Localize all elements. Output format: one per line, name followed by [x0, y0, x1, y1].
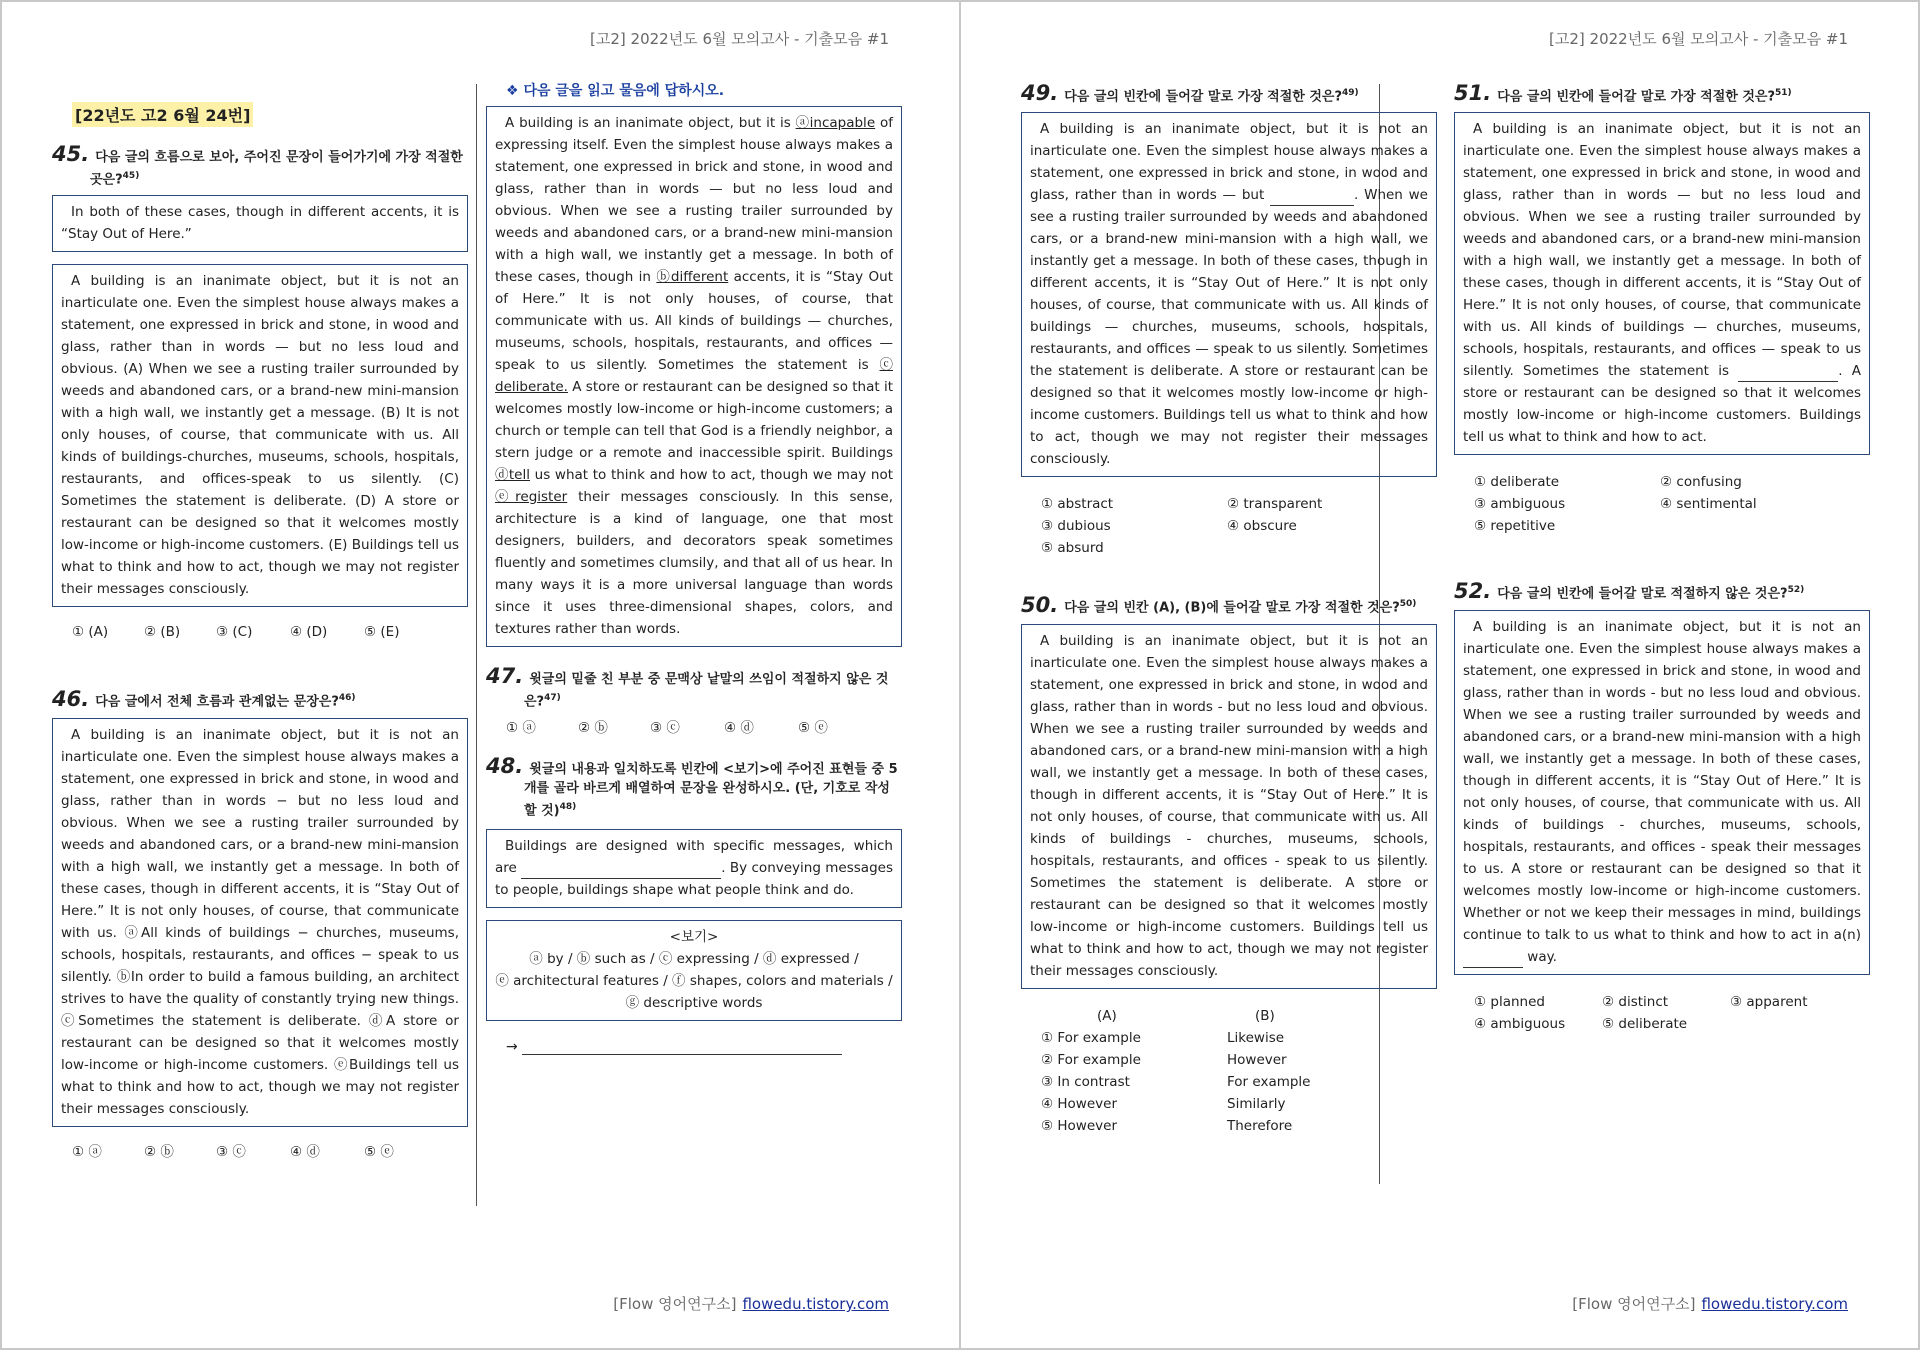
q47-heading: [486, 664, 902, 711]
q49-heading: [1021, 81, 1437, 106]
q51-passage-text-1: A building is an inanimate object, but it is not an inarticulate one. Even the simplest house always makes a statement, one expressed in brick and stone, in wood and glass, rather than in words — but no less loud and obvious. When we see a rusting trailer surrounded by weeds and abandoned cars, or a brand-new mini-mansion with a high wall, we instantly get a message. In both of these cases, though in different accents, it is “Stay Out of Here.” It is not only houses, of course, that communicate with us. All kinds of buildings — churches, museums, schools, hospitals, restaurants, and offices — speak to us silently. Sometimes the statement is: [1463, 121, 1861, 380]
main-passage-text-1: A building is an inanimate object, but it is: [505, 115, 796, 131]
q52-passage-text-2: way.: [1527, 948, 1557, 965]
q51-blank[interactable]: [1738, 381, 1838, 382]
arrow-icon: →: [506, 1038, 518, 1055]
q47-choices: [506, 717, 902, 739]
q47-number: 47.: [486, 664, 524, 688]
directive-text: 다음 글을 읽고 물음에 답하시오.: [523, 83, 725, 99]
right-column: [486, 80, 902, 1055]
q48-bogi-line-2: ⓔ architectural features / ⓕ shapes, colors and materials /: [495, 972, 893, 989]
q46-choice-5[interactable]: ⑤ ⓔ: [364, 1143, 394, 1160]
q45-choice-5[interactable]: ⑤ (E): [364, 624, 400, 641]
q49-number: 49.: [1021, 81, 1059, 106]
q45-choice-3[interactable]: ③ (C): [216, 624, 253, 641]
footer-label: [Flow 영어연구소]: [1572, 1295, 1696, 1313]
q49-passage: [1030, 118, 1428, 470]
q46-title: 다음 글에서 전체 흐름과 관계없는 문장은?: [95, 694, 339, 710]
q45-choices: [72, 621, 468, 643]
page-header: [고2] 2022년도 6월 모의고사 - 기출모음 #1: [1549, 30, 1848, 48]
right-column: [1454, 81, 1870, 1035]
q45-footnote: 45): [122, 171, 140, 181]
q48-bogi-line-1: ⓐ by / ⓑ such as / ⓒ expressing / ⓓ expressed /: [529, 950, 859, 967]
q51-heading: [1454, 81, 1870, 106]
q50-col-a-header: (A): [1097, 1007, 1117, 1024]
q52-passage: [1463, 616, 1861, 968]
q51-passage-box: [1454, 112, 1870, 455]
q51-choice-4[interactable]: ④ sentimental: [1660, 496, 1757, 513]
q52-choice-5[interactable]: ⑤ deliberate: [1602, 1015, 1688, 1032]
q48-footnote: 48): [559, 802, 577, 813]
q45-given-sentence-box: [52, 195, 468, 252]
main-passage-box: [486, 106, 902, 647]
q47-choice-2[interactable]: ② ⓑ: [578, 720, 608, 737]
q52-footnote: 52): [1787, 585, 1805, 596]
q49-choice-4[interactable]: ④ obscure: [1227, 518, 1297, 535]
q45-number: 45.: [52, 142, 90, 166]
q48-bogi-line-3: ⓖ descriptive words: [625, 994, 763, 1011]
page-footer: [613, 1293, 889, 1314]
q51-choice-1[interactable]: ① deliberate: [1474, 474, 1560, 491]
directive: [506, 80, 902, 100]
q50-choice-1-a[interactable]: ① For example: [1041, 1029, 1141, 1046]
q52-choices: [1474, 991, 1870, 1035]
q52-heading: [1454, 578, 1870, 603]
q49-passage-box: [1021, 112, 1437, 477]
q50-choice-3-a[interactable]: ③ In contrast: [1041, 1073, 1130, 1090]
q46-passage-box: [52, 718, 468, 1127]
q49-choices: [1041, 493, 1437, 559]
q51-passage: [1463, 118, 1861, 448]
q50-footnote: 50): [1399, 599, 1417, 610]
q52-blank[interactable]: [1463, 967, 1523, 968]
underlined-word-a: ⓐincapable: [795, 115, 876, 131]
q48-summary-text-1: Buildings are designed with specific messages, which are: [495, 837, 893, 876]
q48-summary-blank[interactable]: [521, 878, 721, 879]
q50-choice-2-b: However: [1227, 1051, 1287, 1068]
source-tag: [22년도 고2 6월 24번]: [72, 102, 253, 127]
q50-choice-5-a[interactable]: ⑤ However: [1041, 1117, 1117, 1134]
q50-passage-box: [1021, 624, 1437, 989]
q48-number: 48.: [486, 754, 524, 779]
q46-choice-1[interactable]: ① ⓐ: [72, 1143, 102, 1160]
left-column: [1021, 81, 1437, 1137]
footer-link[interactable]: flowedu.tistory.com: [742, 1295, 889, 1313]
q46-footnote: 46): [338, 693, 356, 704]
q50-title: 다음 글의 빈칸 (A), (B)에 들어갈 말로 가장 적절한 것은?: [1064, 600, 1400, 616]
q51-title: 다음 글의 빈칸에 들어갈 말로 가장 적절한 것은?: [1497, 89, 1776, 105]
underlined-word-e: ⓔregister: [495, 489, 568, 505]
q49-title: 다음 글의 빈칸에 들어갈 말로 가장 적절한 것은?: [1064, 89, 1343, 105]
q45-choice-4[interactable]: ④ (D): [290, 624, 328, 641]
q51-number: 51.: [1454, 81, 1492, 106]
q50-choice-3-b: For example: [1227, 1073, 1311, 1090]
q51-choices: [1474, 471, 1870, 537]
q47-choice-1[interactable]: ① ⓐ: [506, 720, 536, 737]
q48-summary-text-2: . By conveying messages to people, buildings shape what people think and do.: [495, 859, 893, 898]
q50-number: 50.: [1021, 592, 1059, 617]
main-passage-text-4: A store or restaurant can be designed so that it welcomes mostly low-income or high-income customers; a church or temple can tell that God is a friendly neighbor, a stern judge or a remote and inaccessible spirit. Buildings: [495, 379, 893, 461]
q52-choice-1[interactable]: ① planned: [1474, 993, 1545, 1010]
q45-choice-1[interactable]: ① (A): [72, 624, 109, 641]
q52-passage-box: [1454, 610, 1870, 975]
q45-passage: A building is an inanimate object, but it is not an inarticulate one. Even the simplest house always makes a statement, one expressed in brick and stone, in wood and glass, rather than in words — but no less loud and obvious. (A) When we see a rusting trailer surrounded by weeds and abandoned cars, or a brand-new mini-mansion with a high wall, we instantly get a message. (B) It is not only houses, of course, that communicate with us. All kinds of buildings-churches, museums, schools, hospitals, restaurants, and offices-speak to us silently. (C) Sometimes the statement is deliberate. (D) A store or restaurant can be designed so that it welcomes mostly low-income or high-income customers. (E) Buildings tell us what to think and how to act, though we may not register their messages consciously.: [61, 273, 459, 598]
q49-choice-3[interactable]: ③ dubious: [1041, 518, 1111, 535]
diamond-bullet-icon: ❖: [506, 83, 519, 99]
q49-footnote: 49): [1342, 88, 1359, 98]
q51-choice-2[interactable]: ② confusing: [1660, 474, 1742, 491]
q50-passage: A building is an inanimate object, but it is not an inarticulate one. Even the simplest house always makes a statement, one expressed in brick and stone, in wood and glass, rather than in words - but no less loud and obvious. When we see a rusting trailer surrounded by weeds and abandoned cars, or a brand-new mini-mansion with a high wall, we instantly get a message. In both of these cases, though in different accents, it is “Stay Out of Here.” It is not only houses, of course, that communicate with us. All kinds of buildings - churches, museums, schools, hospitals, restaurants, and offices - speak to us silently. Sometimes the statement is deliberate. A store or restaurant can be designed so that it welcomes mostly low-income or high-income customers. Buildings tell us what to think and how to act, though we may not register their messages consciously.: [1030, 632, 1428, 979]
q48-summary-box: [486, 829, 902, 908]
q49-passage-text-1: A building is an inanimate object, but it is not an inarticulate one. Even the simplest house always makes a statement, one expressed in brick and stone, in wood and glass, rather than in words — but: [1030, 121, 1428, 204]
page-left: [2, 2, 959, 1348]
underlined-word-c: ⓒ deliberate.: [495, 357, 893, 395]
q50-choice-2-a[interactable]: ② For example: [1041, 1051, 1141, 1068]
q48-title: 윗글의 내용과 일치하도록 빈칸에 <보기>에 주어진 표현들 중 5개를 골라 바르게 배열하여 문장을 완성하시오. (단, 기호로 작성할 것): [524, 762, 898, 819]
q48-heading: [486, 754, 902, 820]
q45-heading: [52, 142, 468, 189]
q52-number: 52.: [1454, 578, 1492, 603]
q52-choice-3[interactable]: ③ apparent: [1730, 993, 1808, 1010]
q46-choice-3[interactable]: ③ ⓒ: [216, 1143, 246, 1160]
page-header: [고2] 2022년도 6월 모의고사 - 기출모음 #1: [590, 30, 889, 48]
q50-col-b-header: (B): [1255, 1007, 1275, 1024]
underlined-word-b: ⓑdifferent: [656, 269, 729, 285]
q50-choice-4-a[interactable]: ④ However: [1041, 1095, 1117, 1112]
left-column: [52, 102, 468, 1163]
q51-footnote: 51): [1775, 88, 1792, 98]
footer-link[interactable]: flowedu.tistory.com: [1701, 1295, 1848, 1313]
q51-passage-text-2: . A store or restaurant can be designed so that it welcomes mostly low-income or high-income customers. Buildings tell us what to think and how to act.: [1463, 363, 1861, 446]
q49-blank[interactable]: [1270, 205, 1354, 206]
q50-choice-4-b: Similarly: [1227, 1095, 1286, 1112]
q50-choice-5-b: Therefore: [1227, 1117, 1293, 1134]
q52-choice-4[interactable]: ④ ambiguous: [1474, 1015, 1566, 1032]
q50-heading: [1021, 592, 1437, 617]
q45-passage-box: [52, 264, 468, 607]
main-passage-text-2: of expressing itself. Even the simplest house always makes a statement, one expressed in brick and stone, in wood and glass, rather than in words — but no less loud and obvious. When we see a rusting trailer surrounded by weeds and abandoned cars, or a brand-new mini-mansion with a high wall, we instantly get a message. In both of these cases, though in: [495, 115, 893, 285]
q45-title: 다음 글의 흐름으로 보아, 주어진 문장이 들어가기에 가장 적절한 곳은?: [90, 150, 463, 188]
q50-choice-1-b: Likewise: [1227, 1029, 1285, 1046]
q48-answer-line: [506, 1039, 902, 1055]
column-divider: [476, 84, 477, 1206]
q46-heading: [52, 686, 468, 711]
q52-title: 다음 글의 빈칸에 들어갈 말로 적절하지 않은 것은?: [1497, 586, 1788, 602]
q46-passage: A building is an inanimate object, but it is not an inarticulate one. Even the simplest house always makes a statement, one expressed in brick and stone, in wood and glass, rather than in words − but no less loud and obvious. When we see a rusting trailer surrounded by weeds and abandoned cars, or a brand-new mini-mansion with a high wall, we instantly get a message. In both of these cases, though in different accents, it is “Stay Out of Here.” It is not only houses, of course, that communicate with us. ⓐAll kinds of buildings − churches, museums, schools, hospitals, restaurants, and offices − speak to us silently. ⓑIn order to build a famous building, an architect strives to have the quality of constantly trying new things. ⓒSometimes the statement is deliberate. ⓓA store or restaurant can be designed so that it welcomes mostly low-income or high-income customers. ⓔBuildings tell us what to think and how to act, though we may not register their messages consciously.: [61, 726, 459, 1117]
q49-choice-1[interactable]: ① abstract: [1041, 496, 1114, 513]
q45-given-sentence: In both of these cases, though in different accents, it is “Stay Out of Here.”: [61, 204, 459, 243]
q49-choice-5[interactable]: ⑤ absurd: [1041, 540, 1104, 557]
q48-bogi-box: [486, 920, 902, 1021]
q45-choice-2[interactable]: ② (B): [144, 624, 181, 641]
underlined-word-d: ⓓtell: [495, 467, 530, 483]
q49-passage-text-2: . When we see a rusting trailer surrounded by weeds and abandoned cars, or a brand-new mini-mansion with a high wall, we instantly get a message. In both of these cases, though in different accents, it is “Stay Out of Here.” It is not only houses, of course, that communicate with us. All kinds of buildings — churches, museums, schools, hospitals, restaurants, and offices — speak to us silently. Sometimes the statement is deliberate. A store or restaurant can be designed so that it welcomes mostly low-income or high-income customers. Buildings tell us what to think and how to act, though we may not register their messages consciously.: [1030, 187, 1428, 468]
q49-choice-2[interactable]: ② transparent: [1227, 496, 1323, 513]
q46-choices: [72, 1141, 468, 1163]
q47-choice-3[interactable]: ③ ⓒ: [650, 720, 680, 737]
q48-bogi-title: <보기>: [669, 928, 719, 945]
q47-title: 윗글의 밑줄 친 부분 중 문맥상 낱말의 쓰임이 적절하지 않은 것은?: [524, 672, 889, 710]
footer-label: [Flow 영어연구소]: [613, 1295, 737, 1313]
q46-choice-4[interactable]: ④ ⓓ: [290, 1143, 320, 1160]
main-passage-text-5: us what to think and how to act, though we may not: [529, 467, 893, 483]
q46-number: 46.: [52, 686, 90, 711]
q47-choice-4[interactable]: ④ ⓓ: [724, 720, 754, 737]
main-passage: [495, 112, 893, 640]
q51-choice-3[interactable]: ③ ambiguous: [1474, 496, 1566, 513]
q51-choice-5[interactable]: ⑤ repetitive: [1474, 518, 1556, 535]
q47-footnote: 47): [544, 693, 561, 703]
q48-answer-input[interactable]: [522, 1040, 842, 1055]
page-right: [961, 2, 1918, 1348]
q47-choice-5[interactable]: ⑤ ⓔ: [798, 720, 828, 737]
q50-choices: [1041, 1005, 1437, 1137]
q48-summary: [495, 835, 893, 901]
page-footer: [1572, 1293, 1848, 1314]
q52-passage-text-1: A building is an inanimate object, but it is not an inarticulate one. Even the simplest house always makes a statement, one expressed in brick and stone, in wood and glass, rather than in words - but no less loud and obvious. When we see a rusting trailer surrounded by weeds and abandoned cars, or a brand-new mini-mansion with a high wall, we instantly get a message. In both of these cases, though in different accents, it is “Stay Out of Here.” It is not only houses, of course, that communicate with us. All kinds of buildings - churches, museums, schools, hospitals, restaurants, and offices - speak their messages to us. A store or restaurant can be designed so that it welcomes mostly low-income or high-income customers. Whether or not we keep their messages in mind, buildings continue to talk to us what to think and how to act in a(n): [1463, 618, 1861, 943]
main-passage-text-3: accents, it is “Stay Out of Here.” It is not only houses, of course, that communicate with us. All kinds of buildings — churches, museums, schools, hospitals, restaurants, and offices — speak to us silently. Sometimes the statement is: [495, 269, 893, 373]
q52-choice-2[interactable]: ② distinct: [1602, 993, 1669, 1010]
q46-choice-2[interactable]: ② ⓑ: [144, 1143, 174, 1160]
main-passage-text-6: their messages consciously. In this sense, architecture is a kind of language, one that most designers, builders, and decorators speak sometimes fluently and sometimes clumsily, and that all of us hear. In many ways it is a more universal language than words since it uses three-dimensional shapes, colors, and textures rather than words.: [495, 489, 893, 637]
